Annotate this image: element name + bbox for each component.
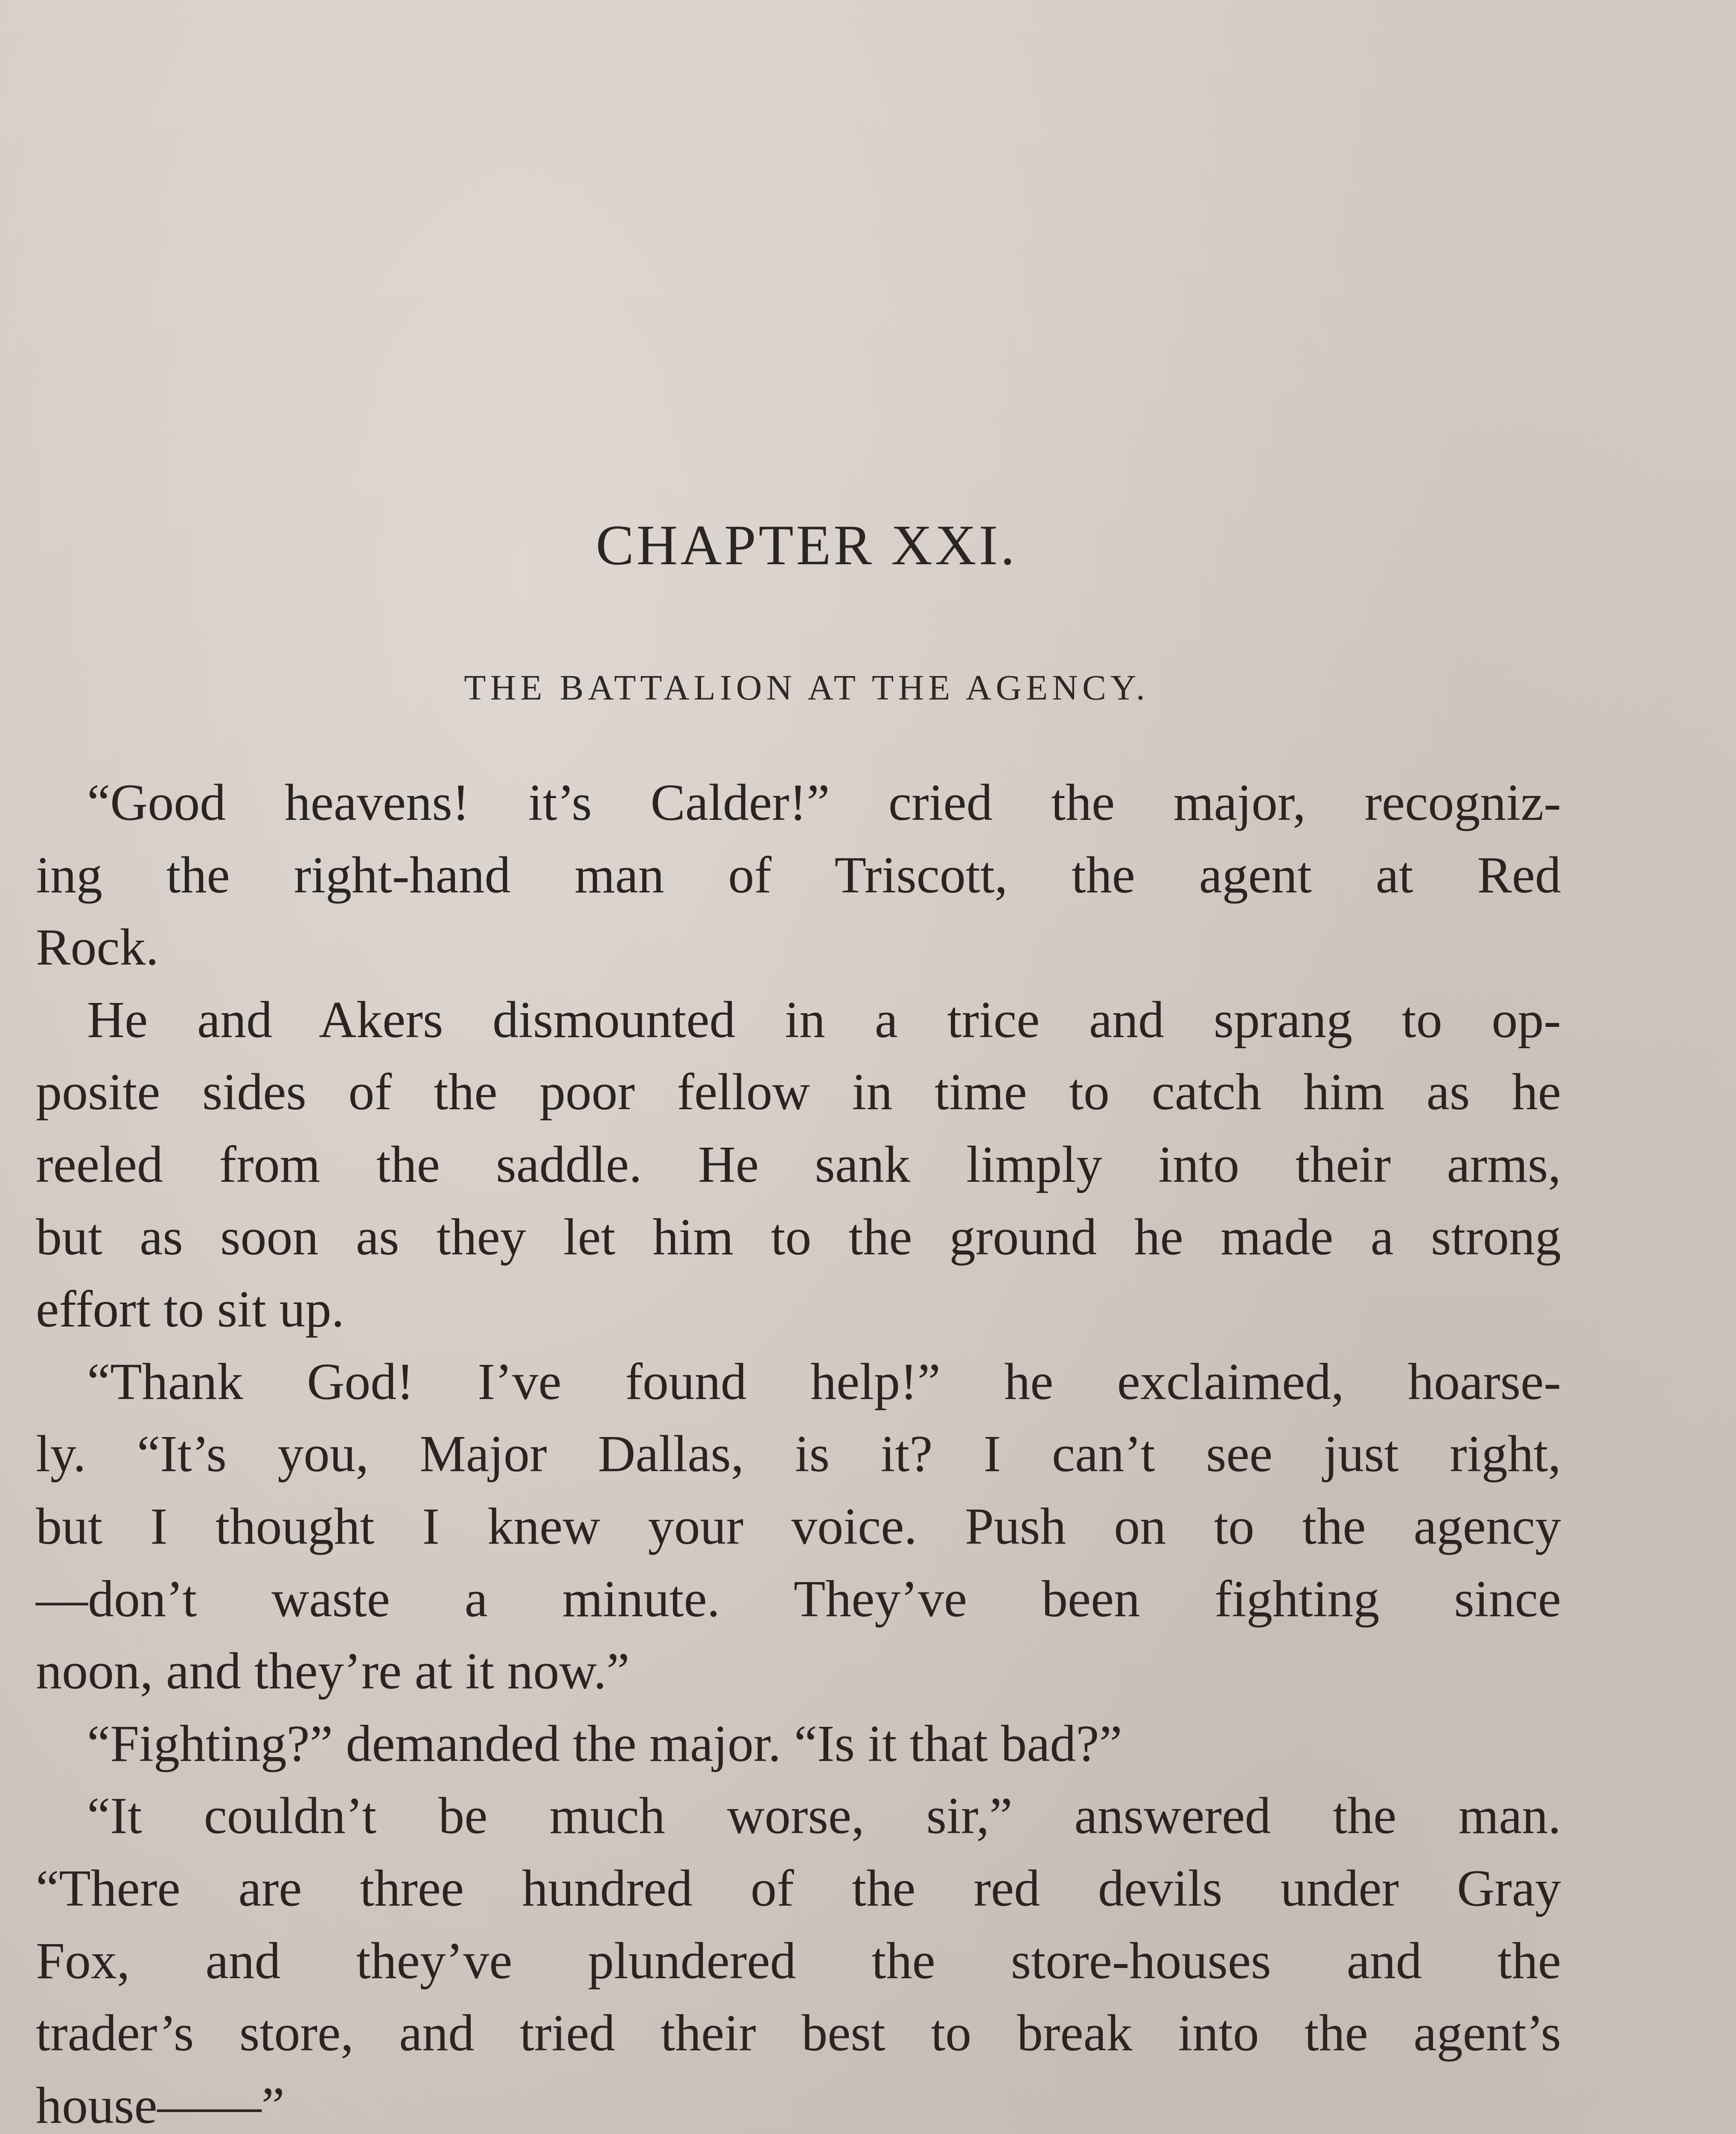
text-line: Rock. (36, 918, 159, 977)
text-line: but as soon as they let him to the ground he made a strong (36, 1208, 1561, 1266)
text-line: “Thank God! I’ve found help!” he exclaimed, hoarse- (87, 1353, 1561, 1411)
text-line: noon, and they’re at it now.” (36, 1642, 630, 1700)
text-line: He and Akers dismounted in a trice and sprang to op- (87, 991, 1561, 1049)
chapter-title: CHAPTER XXI. (596, 513, 1017, 577)
text-line: house——” (36, 2076, 285, 2134)
text-line: —don’t waste a minute. They’ve been fighting since (36, 1570, 1561, 1628)
text-line: “Good heavens! it’s Calder!” cried the major, recogniz- (87, 774, 1561, 831)
text-line: reeled from the saddle. He sank limply into their arms, (36, 1135, 1561, 1193)
text-line: ing the right-hand man of Triscott, the agent at Red (36, 846, 1561, 904)
text-line: posite sides of the poor fellow in time to catch him as he (36, 1063, 1561, 1121)
text-line: “Fighting?” demanded the major. “Is it that bad?” (87, 1714, 1122, 1773)
text-line: effort to sit up. (36, 1280, 344, 1338)
text-line: ly. “It’s you, Major Dallas, is it? I can’t see just right, (36, 1425, 1561, 1483)
text-line: trader’s store, and tried their best to break into the agent’s (36, 2004, 1561, 2062)
text-line: Fox, and they’ve plundered the store-houses and the (36, 1932, 1561, 1990)
text-line: “There are three hundred of the red devils under Gray (36, 1859, 1561, 1917)
text-line: but I thought I knew your voice. Push on to the agency (36, 1497, 1561, 1555)
text-line: “It couldn’t be much worse, sir,” answered the man. (87, 1787, 1561, 1845)
body-text (36, 767, 1561, 2134)
chapter-subtitle: THE BATTALION AT THE AGENCY. (464, 668, 1149, 708)
